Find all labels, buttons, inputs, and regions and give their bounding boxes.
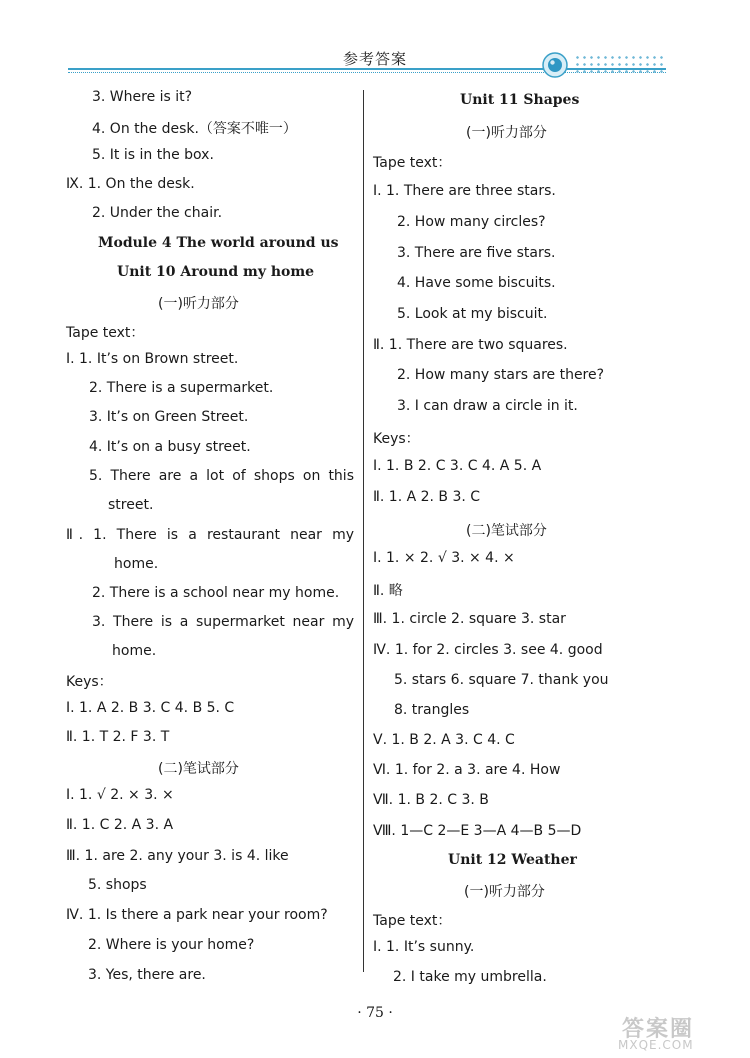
answer-line: 5. shops xyxy=(88,877,147,893)
answer-line: 3. There are five stars. xyxy=(397,245,556,261)
page-number: · 75 · xyxy=(357,1005,393,1021)
tape-text-label: Tape text： xyxy=(373,913,452,929)
answer-line: Ⅰ. 1. It’s sunny. xyxy=(373,939,475,955)
keys-label: Keys： xyxy=(373,431,420,447)
answer-line: Ⅲ. 1. circle 2. square 3. star xyxy=(373,611,566,627)
answer-line: Ⅱ. 1. C 2. A 3. A xyxy=(66,817,174,833)
answer-line: Ⅰ. 1. B 2. C 3. C 4. A 5. A xyxy=(373,458,542,474)
answer-line: Ⅳ. 1. Is there a park near your room? xyxy=(66,907,328,923)
answer-line: 4. Have some biscuits. xyxy=(397,275,556,291)
answer-line: street. xyxy=(108,497,154,513)
answer-line: 5. Look at my biscuit. xyxy=(397,306,548,322)
answer-line: Ⅱ. 1. A 2. B 3. C xyxy=(373,489,481,505)
answer-line: 2. I take my umbrella. xyxy=(393,969,547,985)
watermark xyxy=(618,1012,738,1052)
watermark-logo-text: 答案圈 xyxy=(622,1017,695,1042)
watermark-url: MXQE.COM xyxy=(618,1038,694,1052)
answer-line: Ⅱ. 略 xyxy=(373,583,403,599)
answer-line: Ⅳ. 1. for 2. circles 3. see 4. good xyxy=(373,642,603,658)
answer-line: 4. On the desk.（答案不唯一） xyxy=(92,121,297,137)
section-heading: (一)听力部分 xyxy=(466,125,547,141)
answer-line: 2. Where is your home? xyxy=(88,937,255,953)
answer-line: Ⅶ. 1. B 2. C 3. B xyxy=(373,792,489,808)
unit-heading: Unit 12 Weather xyxy=(448,852,577,868)
answer-line: Ⅱ. 1. There are two squares. xyxy=(373,337,568,353)
tape-text-label: Tape text： xyxy=(66,325,145,341)
answer-line: Ⅷ. 1—C 2—E 3—A 4—B 5—D xyxy=(373,823,582,839)
unit-heading: Unit 10 Around my home xyxy=(117,264,315,280)
answer-line: 3. There is a supermarket near my xyxy=(92,614,354,630)
header-badge-icon xyxy=(542,52,568,78)
page-header-title: 参考答案 xyxy=(342,50,407,68)
answer-line: home. xyxy=(112,643,157,659)
answer-line: Ⅰ. 1. √ 2. × 3. × xyxy=(66,787,174,803)
tape-text-label: Tape text： xyxy=(373,155,452,171)
answer-line: 3. Yes, there are. xyxy=(88,967,206,983)
answer-line: 5. There are a lot of shops on this xyxy=(89,468,354,484)
answer-line: 5. It is in the box. xyxy=(92,147,214,163)
answer-line: 2. Under the chair. xyxy=(92,205,223,221)
answer-line: 3. Where is it? xyxy=(92,89,193,105)
answer-line: 5. stars 6. square 7. thank you xyxy=(394,672,609,688)
answer-line: Ⅱ. 1. There is a restaurant near my xyxy=(66,527,354,543)
section-heading: (二)笔试部分 xyxy=(466,523,547,539)
section-heading: (一)听力部分 xyxy=(464,884,545,900)
section-heading: (一)听力部分 xyxy=(158,296,239,312)
answer-line: 2. How many circles? xyxy=(397,214,546,230)
header-dot-pattern xyxy=(574,54,664,76)
answer-line: Ⅸ. 1. On the desk. xyxy=(66,176,195,192)
answer-line: Ⅴ. 1. B 2. A 3. C 4. C xyxy=(373,732,515,748)
answer-line: Ⅰ. 1. It’s on Brown street. xyxy=(66,351,239,367)
answer-line: Ⅱ. 1. T 2. F 3. T xyxy=(66,729,170,745)
answer-line: 8. trangles xyxy=(394,702,470,718)
answer-line: home. xyxy=(114,556,159,572)
module-heading: Module 4 The world around us xyxy=(98,235,339,251)
answer-line: Ⅰ. 1. A 2. B 3. C 4. B 5. C xyxy=(66,700,235,716)
answer-line: 3. It’s on Green Street. xyxy=(89,409,249,425)
keys-label: Keys： xyxy=(66,674,113,690)
answer-line: Ⅰ. 1. × 2. √ 3. × 4. × xyxy=(373,550,515,566)
answer-line: Ⅵ. 1. for 2. a 3. are 4. How xyxy=(373,762,561,778)
section-heading: (二)笔试部分 xyxy=(158,761,239,777)
answer-line: Ⅲ. 1. are 2. any your 3. is 4. like xyxy=(66,848,289,864)
answer-line: 4. It’s on a busy street. xyxy=(89,439,251,455)
column-divider xyxy=(363,90,364,972)
unit-heading: Unit 11 Shapes xyxy=(460,92,580,108)
answer-line: 2. How many stars are there? xyxy=(397,367,605,383)
answer-line: 2. There is a school near my home. xyxy=(92,585,340,601)
answer-line: 2. There is a supermarket. xyxy=(89,380,274,396)
answer-line: 3. I can draw a circle in it. xyxy=(397,398,578,414)
answer-line: Ⅰ. 1. There are three stars. xyxy=(373,183,556,199)
